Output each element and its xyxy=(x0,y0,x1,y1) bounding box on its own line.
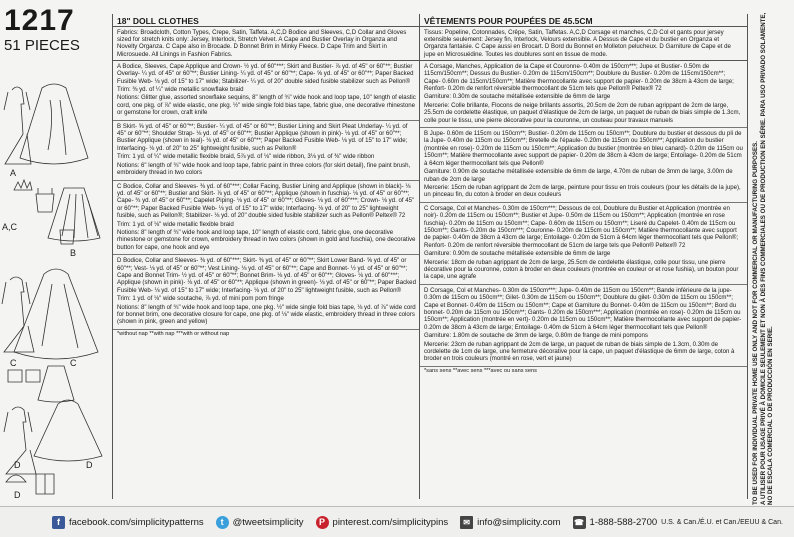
french-title: VÊTEMENTS POUR POUPÉES DE 45.5CM xyxy=(420,14,747,27)
garment-illustrations xyxy=(0,70,110,500)
view-a-mercerie: Mercerie: Colle brillante, Flocons de neige brillants assortis, 20.5cm de 2cm de ruban agrippant de 2cm de large, 25.5cm de cordelette élastique, un paquet d'élastique de 2cm de large, un paquet de ruban de biais simple de 1.3cm, colle pour le tissu, une pierre décorative pour la couronne, un couteau pour travaux manuels xyxy=(424,101,741,124)
phone-info xyxy=(573,516,783,529)
email-link[interactable] xyxy=(460,516,560,529)
french-view-d xyxy=(420,285,747,367)
view-label: D xyxy=(14,490,21,500)
view-b-yardage: B Skirt- ⅝ yd. of 45" or 60"**; Bustier- ¼ yd. of 45" or 60"**; Bustier Lining and Skirt Pleat Underlay- ¼ yd. of 45" or 60"**; Shoulder Strap- ⅛ yd. of 45" or 60"**; Bustier Applique (shown in pink)- ⅛ yd. of 45" or 60"**; Bustier Applique (shown in teal)- ⅛ yd. of 45" or 60"**; Paper Backed Fusible Web- ⅛ yd. of 15" to 17" wide; Interfacing- ⅛ yd. of 20" to 25" lightweight fusible, such as Pellon® xyxy=(117,122,408,152)
view-c-notions: Notions: 8" length of ¾" wide hook and loop tape, 10" length of elastic cord, fabric glue, one decorative rhinestone or gemstone for crown, embroidery thread in two colors (shown in gold and fuschia), one decorative button for cape, one hook and eye xyxy=(117,228,416,251)
facebook-link[interactable] xyxy=(52,516,204,529)
view-b-mercerie: Mercerie: 15cm de ruban agrippant de 2cm de large, peinture pour tissu en trois couleurs (pour les détails de la jupe), un pinceau fin, du coton à broder en deux couleurs xyxy=(424,183,741,199)
view-d-yardage: D Bodice, Collar and Sleeves- ⅜ yd. of 60"***; Skirt- ⅜ yd. of 45" or 60"**; Skirt Lower Band- ⅝ yd. of 45" or 60"**; Vest- ⅛ yd. of 45" or 60"**; Vest Lining- ⅛ yd. of 45" or 60"**; Cape and Bonnet- ½ yd. of 45" or 60"**; Cape and Bonnet Trim- ½ yd. of 45" or 60"**; Bonnet Brim- ⅛ yd. of 45" or 60"**; Gloves- ⅛ yd. of 60"***; Applique (shown in pink)- ⅛ yd. of 45" or 60"**; Applique (shown in green)- ⅛ yd. of 45" or 60"**; Paper Backed Fusible Web- ⅛ yd. of 15" to 17" wide; Interfacing- ⅛ yd. of 20" to 25" lightweight fusible, such as Pellon® xyxy=(117,257,416,294)
twitter-handle: @tweetsimplicity xyxy=(232,516,304,528)
line-drawings xyxy=(0,70,110,500)
english-view-a xyxy=(113,61,420,121)
view-label: A,C xyxy=(2,222,18,232)
view-label: D xyxy=(86,460,93,470)
french-view-a xyxy=(420,61,747,128)
pinterest-link[interactable] xyxy=(316,516,449,529)
view-label: D xyxy=(14,460,21,470)
view-c-metrage: C Corsage, Col et Manches- 0.30m de 150cm***; Dessous de col, Doublure du Bustier et Application (montrée en noir)- 0.20m de 115cm ou 150cm**; Bustier et Jupe- 0.50m de 115cm ou 150cm**; Application (montrée en rose fuschia)- 0.20m de 115cm ou 150cm**; Cape- 0.60m de 115cm ou 150cm**; Liseré du Capelet- 0.40m de 115cm ou 150cm**; Gants- 0.20m de 150cm***; Couronne- 0.20m de 115cm ou 150cm**; Matière thermocollante avec support de papier- 0.40m de 38cm à 43cm de large; Entoilage- 0.20m de 51cm à 64cm léger thermocollant tels que Pellon®; Renfort- 0.20m de renfort réversible thermocollant de 51cm de large tels que Pellon® Peltex® 72 xyxy=(424,204,739,249)
french-column xyxy=(419,14,748,499)
view-a-yardage: A Bodice, Sleeves, Cape Applique and Crown- ½ yd. of 60"***; Skirt and Bustier- ⅞ yd. of 45" or 60"**; Bustier Overlay- ¼ yd. of 45" or 60"**; Bustier Lining- ¼ yd. of 45" or 60"**; Cape- ⅝ yd. of 45" or 60"**; Paper Backed Fusible Web- ⅛ yd. of 15" to 17" wide; Stabilizer- ¼ yd. of 20" double sided fusible stabilizer such as Pellon® xyxy=(117,62,414,85)
view-c-garniture: Garniture: 0.90m de soutache métallisée extensible de 6mm de large xyxy=(424,250,611,258)
phone-region-note: U.S. & Can./É.U. et Can./EEUU & Can. xyxy=(661,518,783,526)
view-b-garniture: Garniture: 0.90m de soutache métallisée extensible de 6mm de large, 4.70m de ruban de 3mm de large, 3.00m de ruban de 2cm de large xyxy=(424,168,733,183)
english-footnote: *without nap **with nap ***with or without nap xyxy=(117,330,230,337)
email-address: info@simplicity.com xyxy=(477,516,561,528)
view-d-trim: Trim: 1 yd. of ⅛" wide soutache, ⅞ yd. of mini pom pom fringe xyxy=(117,295,284,303)
pinterest-icon: P xyxy=(316,516,329,529)
view-a-cape-drawing xyxy=(20,84,88,164)
view-c-cape-drawing xyxy=(14,269,98,359)
french-view-c xyxy=(420,203,747,285)
view-label: C xyxy=(10,358,17,368)
view-b-metrage: B Jupe- 0.60m de 115cm ou 150cm**; Bustier- 0.20m de 115cm ou 150cm**; Doublure du bustier et dessous du pli de la Jupe- 0.40m de 115cm ou 150cm**; Bretelle de l'épaule- 0.20m de 115cm ou 150cm**; Application du bustier (montrée en rose)- 0.20m de 115cm ou 150cm**; Application du bustier (montrée en bleu canard)- 0.20m de 115cm ou 150cm**; Matière thermocollante avec support de papier- 0.20m de 38cm à 43cm de large; Entoilage- 0.20m de 51cm à 64cm léger thermocollant tels que Pellon® xyxy=(424,130,743,167)
pattern-number: 1217 xyxy=(4,4,75,37)
view-a-metrage: A Corsage, Manches, Application de la Cape et Couronne- 0.40m de 150cm***; Jupe et Bustier- 0.50m de 115cm/150cm**; Dessus du Bustier- 0.20m de 115cm/150cm**; Doublure du Bustier- 0.20m de 115cm/150cm**; Cape- 0.60m de 115cm/150cm**; Matière thermocollante avec support de papier- 0.20m de 38cm à 43cm de large; Renfort- 0.20m de renfort réversible thermocollant de 51cm tels que Pellon® Peltex® 72 xyxy=(424,62,734,93)
view-a-trim: Trim: ⅜ yd. of ¼" wide metallic snowflake braid xyxy=(117,86,244,94)
twitter-link[interactable] xyxy=(216,516,304,529)
left-column xyxy=(0,0,110,505)
english-view-c xyxy=(113,181,420,256)
french-footnote: *sans sens **avec sens ***avec ou sans sens xyxy=(424,367,537,374)
english-column xyxy=(112,14,420,499)
facebook-url: facebook.com/simplicitypatterns xyxy=(69,516,204,528)
view-d-dress-drawing xyxy=(6,407,36,474)
usage-disclaimer xyxy=(752,10,775,505)
view-label: A xyxy=(10,168,17,178)
facebook-icon: f xyxy=(52,516,65,529)
phone-number: 1-888-588-2700 xyxy=(589,516,658,528)
view-d-cape-drawing xyxy=(34,400,102,461)
view-c-yardage: C Bodice, Collar and Sleeves- ⅜ yd. of 60"***; Collar Facing, Bustier Lining and Applique (shown in black)- ⅛ yd. of 45" or 60"**; Bustier and Skirt- ⅞ yd. of 45" or 60"**; Applique (shown in fuschia)- ⅛ yd. of 45" or 60"**; Cape- ¾ yd. of 45" or 60"**; Capelet Piping- ⅛ yd. of 45" or 60"**; Gloves- ⅛ yd. of 60"***; Crown- ⅛ yd. of 45" or 60"**; Paper Backed Fusible Web- ⅛ yd. of 15" to 17" wide; Interfacing- ⅛ yd. of 20" to 25" lightweight fusible, such as Pellon®; Stabilizer- ⅛ yd. of 20" double sided fusible stabilizer such as Pellon® Peltex® 72 xyxy=(117,182,415,220)
view-c-mercerie: Mercerie: 18cm de ruban agrippant de 2cm de large, 25.5cm de cordelette élastique, colle pour tissu, une pierre décorative pour la couronne, coton à broder en deux couleurs (montrée en couleur or et rose fushia), un bouton pour la cape, une agrafe xyxy=(424,258,739,281)
twitter-icon: t xyxy=(216,516,229,529)
view-d-mercerie: Mercerie: 23cm de ruban agrippant de 2cm de large, un paquet de ruban de biais simple de 1.3cm, 0.30m de cordelette de 1cm de large, une fermeture décorative pour la cape, un paquet d'élastique de 6mm de large, coton à broder en trois couleurs (montré en rose, vert et jaune) xyxy=(424,340,735,363)
english-fabrics: Fabrics: Broadcloth, Cotton Types, Crepe, Satin, Taffeta. A,C,D Bodice and Sleeves, C,D Collar and Gloves sized for stretch knits only: Jersey, Interlock, Stretch Velvet. A Cape and Bustier Overlay in Organza and Novelty Organza. C Cape also in Brocade. D Bonnet Brim in Minky Fleece. D Cape Trim and Skirt in Microsuede. All Linings in Fashion Fabrics. xyxy=(113,27,420,61)
view-label: B xyxy=(70,248,77,258)
disclaimer-english: TO BE USED FOR INDIVIDUAL PRIVATE HOME USE ONLY AND NOT FOR COMMERCIAL OR MANUFACTURING PURPOSES. xyxy=(752,141,759,505)
phone-icon: ☎ xyxy=(574,517,585,527)
view-c-trim: Trim: 1 yd. of ⅛" wide metallic flexible braid xyxy=(117,220,234,228)
english-title: 18" DOLL CLOTHES xyxy=(113,14,420,27)
pieces-count: 51 PIECES xyxy=(4,37,80,54)
french-fabrics: Tissus: Popeline, Cotonnades, Crêpe, Satin, Taffetas. A,C,D Corsage et manches, C,D Col et gants pour jersey extensible seulement: Jersey fin, Interlock, Velours extensible. A Dessus de Cape et du bustier en Organza et Organza fantaisie. C Cape aussi en Brocart. D Bord du Bonnet en Molleton pelucheux. D Garniture de Cape et de jupe en Microsuédine. Toutes les doublures sont en tissue de mode. xyxy=(420,27,747,61)
french-view-b xyxy=(420,128,747,203)
view-d-notions: Notions: 8" length of ¾" wide hook and loop tape, one pkg. ½" wide single fold bias tape, ⅛ yd. of ⅞" wide cord for bonnet brim, one decorative closure for cape, one pkg. of ⅛" wide elastic, embroidery thread in three colors (shown in pink, green and yellow) xyxy=(117,303,416,326)
view-b-notions: Notions: 6" length of ¾" wide hook and loop tape, fabric paint in three colors (for skirt detail), fine paint brush, embroidery thread in two colors xyxy=(117,161,411,177)
bustier-drawing xyxy=(36,188,54,212)
mail-icon: ✉ xyxy=(460,516,473,529)
pinterest-url: pinterest.com/simplicitypins xyxy=(332,516,449,528)
view-a-notions: Notions: Glitter glue, assorted snowflake sequins, 8" length of ¾" wide hook and loop tape, 10" length of elastic cord, one pkg. of ⅞" wide elastic, one pkg. ½" wide single fold bias tape, fabric glue, one decorative rhinestone or gemstone for crown, craft knife xyxy=(117,94,416,117)
view-b-trim: Trim: 1 yd. of ¼" wide metallic flexible braid, 5⅞ yd. of ⅛" wide ribbon, 3⅛ yd. of ⅜" wide ribbon xyxy=(117,153,375,161)
usage-disclaimer-strip xyxy=(750,10,794,505)
view-label: C xyxy=(70,358,77,368)
view-a-garniture: Garniture: 0.30m de soutache métallisée extensible de 6mm de large xyxy=(424,93,611,101)
view-d-metrage: D Corsage, Col et Manches- 0.30m de 150cm***; Jupe- 0.40m de 115cm ou 150cm**; Bande inférieure de la jupe- 0.30m de 115cm ou 150cm**; Gilet- 0.30m de 115cm ou 150cm**; Doublure du gilet- 0.30m de 115cm ou 150cm**; Cape et Bonnet- 0.40m de 115cm ou 150cm**; Cape et Garniture du Bonnet- 0.40m de 115cm ou 150cm**; Bord du bonnet- 0.20m de 115cm ou 150cm**; Gants- 0.20m de 150cm***; Application (montrée en rose)- 0.20m de 115cm ou 150cm**; Application (montrée en vert)- 0.20m de 115cm ou 150cm**; Matière thermocollante avec support de papier- 0.20m de 38cm à 43cm de large; Entoilage- 0.40m de 51cm à 64cm léger thermocollant tels que Pellon® xyxy=(424,286,742,331)
view-d-garniture: Garniture: 1.80m de soutache de 3mm de large, 0.80m de frange de mini pompons xyxy=(424,332,648,340)
english-view-d xyxy=(113,255,420,330)
social-contact-bar xyxy=(0,506,794,537)
view-c-dress-drawing xyxy=(4,277,34,352)
crown-drawing xyxy=(14,180,32,190)
disclaimer-french-spanish: A UTILISER POUR USAGE PRIVÉ À DOMICILE SEULEMENT ET NON À DES FINS COMMERCIALES OU DE PRODUCTION EN SÉRIE. PARA USO PRIVADO SOLAMENTE, NO DE ESCALA COMERCIAL O DE PRODUCCIÓN EN SERIE. xyxy=(759,12,774,505)
english-view-b xyxy=(113,121,420,181)
